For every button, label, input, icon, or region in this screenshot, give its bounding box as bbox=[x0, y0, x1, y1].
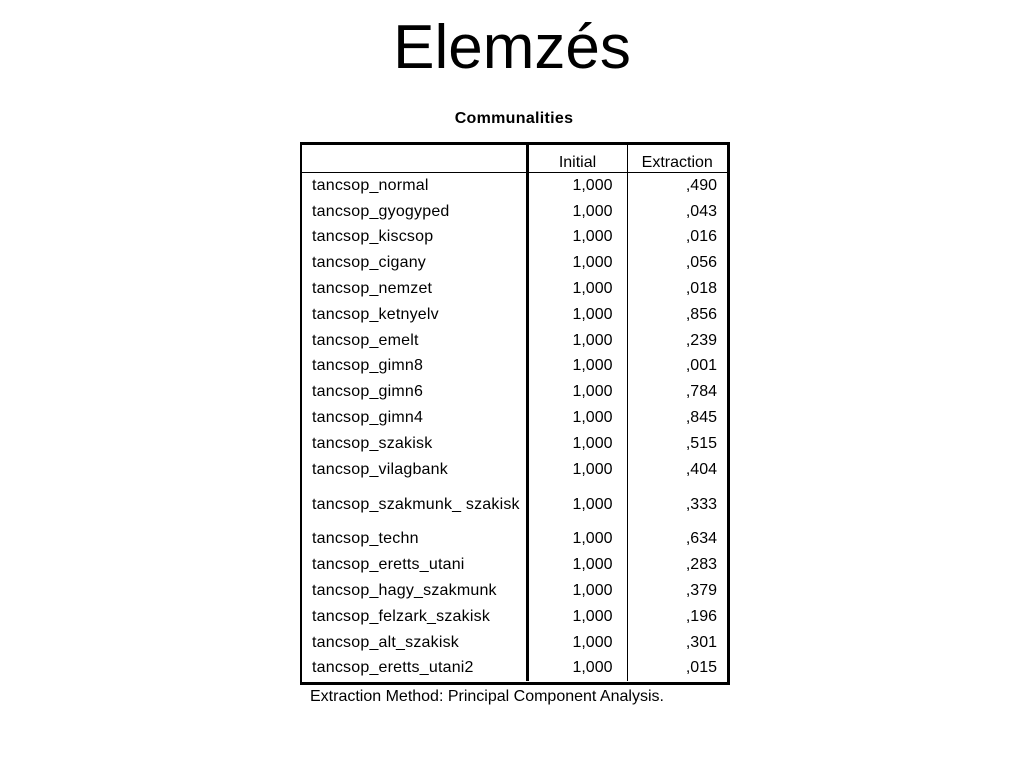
row-initial-value: 1,000 bbox=[527, 302, 627, 328]
table-row bbox=[302, 379, 727, 405]
table-row bbox=[302, 656, 727, 682]
row-variable-name: tancsop_gimn4 bbox=[302, 405, 527, 431]
row-variable-name: tancsop_felzark_szakisk bbox=[302, 604, 527, 630]
row-extraction-value: ,784 bbox=[685, 383, 717, 401]
table-row bbox=[302, 457, 727, 483]
row-initial-value: 1,000 bbox=[527, 431, 627, 457]
row-extraction-value: ,301 bbox=[685, 633, 717, 651]
row-initial-value: 1,000 bbox=[527, 405, 627, 431]
row-extraction-value: ,404 bbox=[685, 460, 717, 478]
row-initial-value: 1,000 bbox=[527, 527, 627, 553]
table-row bbox=[302, 173, 727, 199]
table-row bbox=[302, 302, 727, 328]
row-initial-value: 1,000 bbox=[527, 328, 627, 354]
table-row bbox=[302, 630, 727, 656]
header-initial: Initial bbox=[527, 145, 627, 173]
table-row bbox=[302, 354, 727, 380]
table-row bbox=[302, 578, 727, 604]
table-row bbox=[302, 527, 727, 553]
table-row bbox=[302, 604, 727, 630]
table-row bbox=[302, 250, 727, 276]
row-extraction-value: ,196 bbox=[685, 607, 717, 625]
table-row bbox=[302, 483, 727, 527]
row-variable-name: tancsop_cigany bbox=[302, 250, 527, 276]
row-variable-name: tancsop_szakmunk_ szakisk bbox=[302, 483, 527, 527]
row-extraction-value: ,018 bbox=[685, 280, 717, 298]
row-extraction-value: ,016 bbox=[685, 228, 717, 246]
row-variable-name: tancsop_gyogyped bbox=[302, 199, 527, 225]
row-extraction-value: ,283 bbox=[685, 556, 717, 574]
row-extraction-value: ,515 bbox=[685, 434, 717, 452]
row-extraction-value: ,333 bbox=[685, 495, 717, 513]
row-variable-name: tancsop_vilagbank bbox=[302, 457, 527, 483]
row-initial-value: 1,000 bbox=[527, 630, 627, 656]
row-extraction-value: ,043 bbox=[685, 202, 717, 220]
row-variable-name: tancsop_gimn8 bbox=[302, 354, 527, 380]
row-initial-value: 1,000 bbox=[527, 276, 627, 302]
communalities-table bbox=[300, 142, 730, 685]
row-initial-value: 1,000 bbox=[527, 250, 627, 276]
row-extraction-value: ,845 bbox=[685, 409, 717, 427]
header-extraction: Extraction bbox=[627, 145, 727, 173]
row-variable-name: tancsop_alt_szakisk bbox=[302, 630, 527, 656]
row-extraction-value: ,001 bbox=[685, 357, 717, 375]
row-initial-value: 1,000 bbox=[527, 578, 627, 604]
row-initial-value: 1,000 bbox=[527, 354, 627, 380]
table-row bbox=[302, 405, 727, 431]
row-initial-value: 1,000 bbox=[527, 225, 627, 251]
header-row bbox=[302, 145, 727, 173]
table-row bbox=[302, 552, 727, 578]
table-row bbox=[302, 225, 727, 251]
row-variable-name: tancsop_gimn6 bbox=[302, 379, 527, 405]
row-initial-value: 1,000 bbox=[527, 379, 627, 405]
row-variable-name: tancsop_techn bbox=[302, 527, 527, 553]
row-initial-value: 1,000 bbox=[527, 552, 627, 578]
row-extraction-value: ,634 bbox=[685, 530, 717, 548]
row-initial-value: 1,000 bbox=[527, 604, 627, 630]
table-caption: Communalities bbox=[454, 110, 574, 127]
header-blank bbox=[302, 145, 527, 173]
row-initial-value: 1,000 bbox=[527, 199, 627, 225]
row-variable-name: tancsop_szakisk bbox=[302, 431, 527, 457]
row-variable-name: tancsop_eretts_utani2 bbox=[302, 656, 527, 682]
table-row bbox=[302, 199, 727, 225]
table-row bbox=[302, 328, 727, 354]
row-extraction-value: ,015 bbox=[685, 659, 717, 677]
slide-title: Elemzés bbox=[393, 13, 631, 82]
row-initial-value: 1,000 bbox=[527, 457, 627, 483]
row-variable-name: tancsop_ketnyelv bbox=[302, 302, 527, 328]
row-initial-value: 1,000 bbox=[527, 483, 627, 527]
row-extraction-value: ,856 bbox=[685, 305, 717, 323]
row-variable-name: tancsop_kiscsop bbox=[302, 225, 527, 251]
row-variable-name: tancsop_emelt bbox=[302, 328, 527, 354]
row-initial-value: 1,000 bbox=[527, 173, 627, 199]
row-variable-name: tancsop_eretts_utani bbox=[302, 552, 527, 578]
table-row bbox=[302, 276, 727, 302]
row-variable-name: tancsop_nemzet bbox=[302, 276, 527, 302]
row-initial-value: 1,000 bbox=[527, 656, 627, 682]
row-extraction-value: ,379 bbox=[685, 582, 717, 600]
row-variable-name: tancsop_normal bbox=[302, 173, 527, 199]
row-extraction-value: ,056 bbox=[685, 254, 717, 272]
table-row bbox=[302, 431, 727, 457]
row-variable-name: tancsop_hagy_szakmunk bbox=[302, 578, 527, 604]
row-extraction-value: ,239 bbox=[685, 331, 717, 349]
row-extraction-value: ,490 bbox=[685, 176, 717, 194]
table-footnote: Extraction Method: Principal Component Analysis. bbox=[310, 688, 664, 705]
